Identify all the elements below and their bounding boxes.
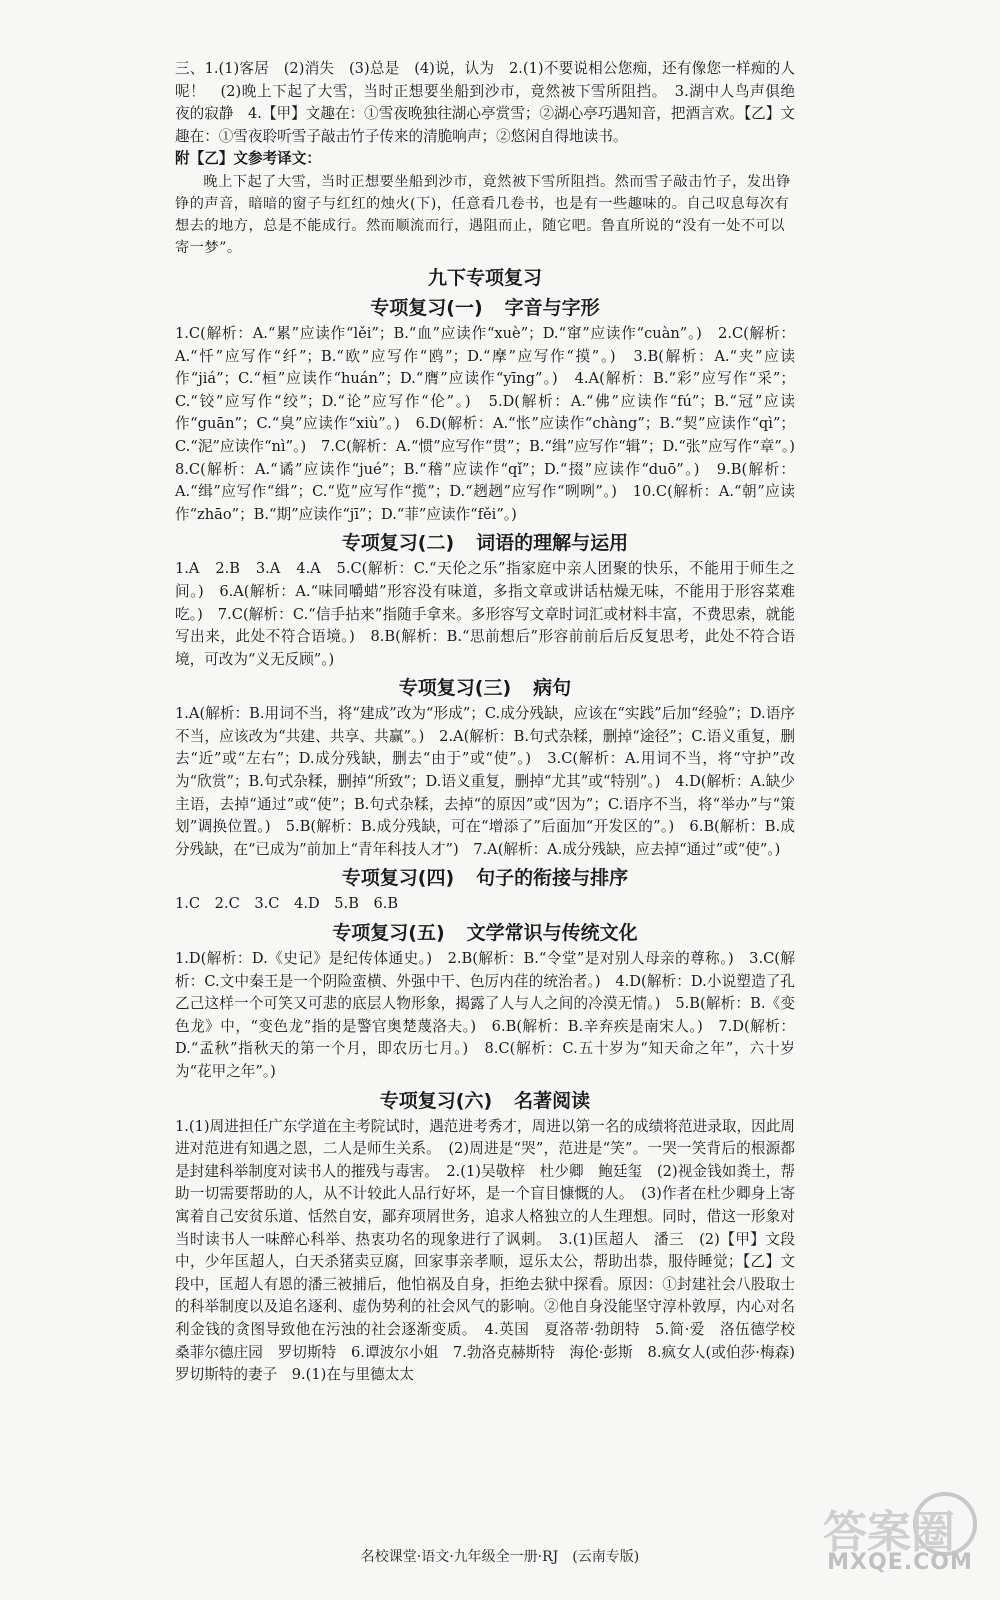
answer-page (175, 58, 810, 1387)
section-body-4: 1.C 2.C 3.C 4.D 5.B 6.B (175, 895, 399, 913)
watermark-domain: MXQE.COM (827, 1550, 973, 1575)
section-title-3: 专项复习(三) 病句 (398, 677, 572, 700)
watermark-logo (815, 1488, 985, 1588)
section-title-1: 专项复习(一) 字音与字形 (370, 296, 600, 319)
translation-label: 附【乙】文参考译文： (175, 150, 321, 168)
section-title-5: 专项复习(五) 文学常识与传统文化 (332, 922, 638, 945)
watermark-top-text: 答案圈 (823, 1507, 955, 1558)
translation-text: 晚上下起了大雪，当时正想要坐船到沙市，竟然被下雪所阻挡。然而雪子敲击竹子，发出铮铮的声音，暗暗的窗子与红红的烛火(下)，任意看几卷书，也是有一些趣味的。自己叹息每次有想去的地方，总是不能成行。然而顺流而行，遇阻而止，随它吧。鲁直所说的“没有一处不可以寄一梦”。 (175, 173, 791, 256)
section-body-3: 1.A(解析：B.用词不当，将“建成”改为“形成”；C.成分残缺，应该在“实践”后加“经验”；D.语序不当，应该改为“共建、共享、共赢”。) 2.A(解析：B.句式杂糅，删掉“途径”；C.语义重复，删去“近”或“左右”；D.成分残缺，删去“由于”或“使”。) 3.C(解析：A.用词不当，将“守护”改为“欣赏”；B.句式杂糅，删掉“所致”；D.语义重复，删掉“尤其”或“特别”。) 4.D(解析：A.缺少主语，去掉“通过”或“使”；B.句式杂糅，去掉“的原因”或“因为”；C.语序不当，将“举办”与“策划”调换位置。) 5.B(解析：B.成分残缺，可在“增添了”后面加“开发区的”。) 6.B(解析：B.成分残缺，在“已成为”前加上“青年科技人才”) 7.A(解析：A.成分残缺，应去掉“通过”或“使”。) (175, 705, 795, 858)
page-footer: 名校课堂·语文·九年级全一册·RJ (云南专版) (360, 1549, 640, 1565)
section-title-4: 专项复习(四) 句子的衔接与排序 (341, 867, 629, 890)
section-body-2: 1.A 2.B 3.A 4.A 5.C(解析：C.“天伦之乐”指家庭中亲人团聚的快乐，不能用于师生之间。) 6.A(解析：A.“味同嚼蜡”形容没有味道，多指文章或讲话枯燥无味，不能用于形容菜难吃。) 7.C(解析：C.“信手拈来”指随手拿来。多形容写文章时词汇或材料丰富，不费思索，就能写出来，此处不符合语境。) 8.B(解析：B.“思前想后”形容前前后后反复思考，此处不符合语境，可改为“义无反顾”。) (175, 560, 795, 668)
section-body-5: 1.D(解析：D.《史记》是纪传体通史。) 2.B(解析：B.“令堂”是对别人母亲的尊称。) 3.C(解析：C.文中秦王是一个阴险蛮横、外强中干、色厉内荏的统治者。) 4.D(解析：D.小说塑造了孔乙己这样一个可笑又可悲的底层人物形象，揭露了人与人之间的冷漠无情。) 5.B(解析：B.《变色龙》中，“变色龙”指的是警官奥楚蔑洛夫。) 6.B(解析：B.辛弃疾是南宋人。) 7.D(解析：D.“孟秋”指秋天的第一个月，即农历七月。) 8.C(解析：C.五十岁为“知天命之年”，六十岁为“花甲之年”。) (175, 950, 795, 1080)
section-body-6: 1.(1)周进担任广东学道在主考院试时，遇范进考秀才，周进以第一名的成绩将范进录取，因此周进对范进有知遇之恩，二人是师生关系。 (2)周进是“哭”，范进是“笑”。一哭一笑背后的根源都是封建科举制度对读书人的摧残与毒害。 2.(1)吴敬梓 杜少卿 鲍廷玺 (2)视金钱如粪土，帮助一切需要帮助的人，从不计较此人品行好坏，是一个盲目慷慨的人。 (3)作者在杜少卿身上寄寓着自己安贫乐道、恬然自安，鄙弃项屑世务，追求人格独立的人生理想。同时，借这一形象对当时读书人一味醉心科举、热衷功名的现象进行了讽刺。 3.(1)匡超人 潘三 (2)【甲】文段中，少年匡超人，白天杀猪卖豆腐，回家事亲孝顺，逗乐太公，帮助出恭，服侍睡觉；【乙】文段中，匡超人有恩的潘三被捕后，他怕祸及自身，拒绝去狱中探看。原因：①封建社会八股取士的科举制度以及追名逐利、虚伪势利的社会风气的影响。②他自身没能坚守淳朴敦厚，内心对名利金钱的贪图导致他在污浊的社会逐渐变质。 4.英国 夏洛蒂·勃朗特 5.简·爱 洛伍德学校 桑菲尔德庄园 罗切斯特 6.谭波尔小姐 7.勃洛克赫斯特 海伦·彭斯 8.疯女人(或伯莎·梅森) 罗切斯特的妻子 9.(1)在与里德太太 (175, 1117, 810, 1384)
main-title: 九下专项复习 (427, 266, 542, 289)
section-body-1: 1.C(解析：A.“累”应读作“lěi”；B.“血”应读作“xuè”；D.“窜”应读作“cuàn”。) 2.C(解析：A.“忏”应写作“纤”；B.“欧”应写作“鸥”；D.“摩”应写作“摸”。) 3.B(解析：A.“夹”应读作“jiá”；C.“桓”应读作“huán”；D.“膺”应读作“yīng”。) 4.A(解析：B.“彩”应写作“采”；C.“铰”应写作“绞”；D.“论”应写作“伦”。) 5.D(解析：A.“佛”应读作“fú”；B.“冠”应读作“guān”；C.“臭”应读作“xiù”。) 6.D(解析：A.“怅”应读作“chàng”；B.“契”应读作“qì”；C.“泥”应读作“nì”。) 7.C(解析：A.“惯”应写作“贯”；B.“缉”应写作“辑”；D.“张”应写作“章”。) 8.C(解析：A.“谲”应读作“jué”；B.“稽”应读作“qǐ”；D.“掇”应读作“duō”。) 9.B(解析：A.“缉”应写作“缉”；C.“览”应写作“揽”；D.“趔趔”应写作“咧咧”。) 10.C(解析：A.“朝”应读作“zhāo”；B.“期”应读作“jī”；D.“菲”应读作“fěi”。) (175, 324, 810, 523)
section-title-2: 专项复习(二) 词语的理解与运用 (341, 532, 629, 555)
section-title-6: 专项复习(六) 名著阅读 (379, 1089, 591, 1112)
intro-answers: 三、1.(1)客居 (2)消失 (3)总是 (4)说，认为 2.(1)不要说相公您痴，还有像您一样痴的人呢！ (2)晚上下起了大雪，当时正想要坐船到沙市，竟然被下雪所阻挡。 3.湖中人鸟声俱绝 夜的寂静 4.【甲】文趣在：①雪夜晚独往湖心亭赏雪；②湖心亭巧遇知音，把酒言欢。【乙】文趣在：①雪夜聆听雪子敲击竹子传来的清脆响声；②悠闲自得地读书。 (175, 60, 810, 145)
